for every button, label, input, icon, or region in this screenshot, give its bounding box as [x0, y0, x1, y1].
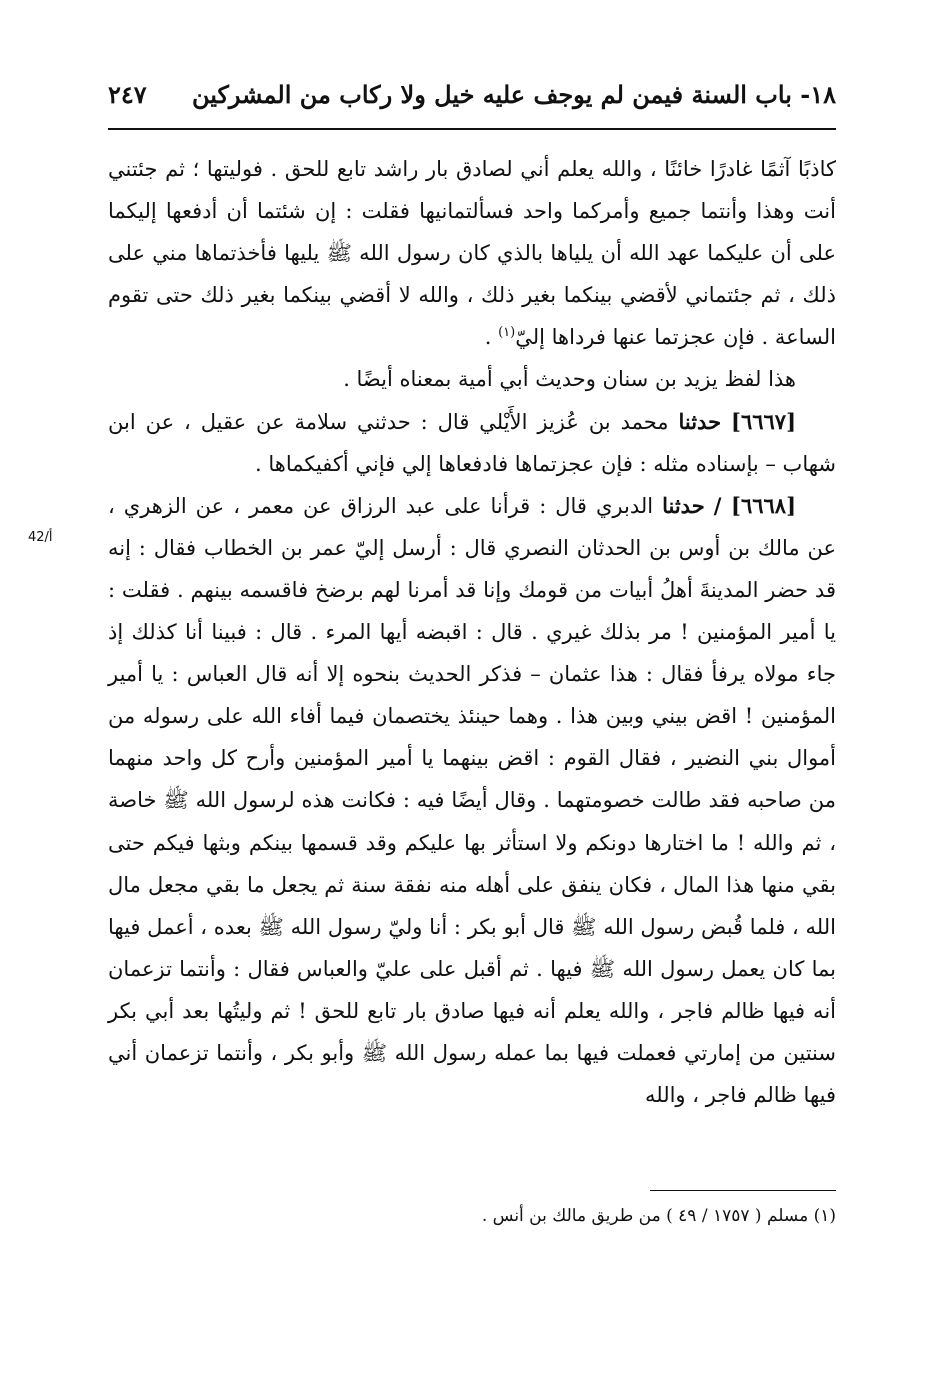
haddathana-keyword: حدثنا — [662, 492, 705, 518]
hadith-number: [٦٦٦٧] — [731, 408, 796, 434]
running-header — [108, 78, 836, 120]
main-text — [108, 148, 836, 1116]
chapter-title: ١٨- باب السنة فيمن لم يوجف عليه خيل ولا ركاب من المشركين — [191, 80, 836, 109]
paragraph-1-text: كاذبًا آثمًا غادرًا خائنًا ، والله يعلم أني لصادق بار راشد تابع للحق . فوليتها ؛ ثم جئتني أنت وهذا وأنتما جميع وأمركما واحد فسألتمانيها فقلت : إن شئتما أن أدفعها إليكما على أن عليكما عهد الله أن يلياها بالذي كان رسول الله ﷺ يليها فأخذتماها مني على ذلك ، ثم جئتماني لأقضي بينكما بغير ذلك ، والله لا أقضي بينكما بغير ذلك حتى تقوم الساعة . فإن عجزتما عنها فرداها إليّ — [108, 157, 836, 350]
footnote-1: (١) مسلم ( ١٧٥٧ / ٤٩ ) من طريق مالك بن أنس . — [481, 1206, 836, 1226]
hadith-text: الدبري قال : قرأنا على عبد الرزاق عن معمر ، عن الزهري ، عن مالك بن أوس بن الحدثان النصري قال : أرسل إليّ عمر بن الخطاب فقال : إنه قد حضر المدينةَ أهلُ أبيات من قومك وإنا قد أمرنا لهم برضخ فاقسمه بينهم . فقلت : يا أمير المؤمنين ! مر بذلك غيري . قال : اقبضه أيها المرء . قال : فبينا أنا كذلك إذ جاء مولاه يرفأ فقال : هذا عثمان – فذكر الحديث بنحوه إلا أنه قال العباس : يا أمير المؤمنين ! اقض بيني وبين هذا . وهما حينئذ يختصمان فيما أفاء الله على رسوله من أموال بني النضير ، فقال القوم : اقض بينهما يا أمير المؤمنين وأرح كل واحد منهما من صاحبه فقد طالت خصومتهما . وقال أيضًا فيه : فكانت هذه لرسول الله ﷺ خاصة ، ثم والله ! ما اختارها دونكم ولا استأثر بها عليكم وقد قسمها بينكم وبثها فيكم حتى بقي منها هذا المال ، فكان ينفق على أهله منه نفقة سنة ثم يجعل ما بقي مجعل مال الله ، فلما قُبض رسول الله ﷺ قال أبو بكر : أنا وليّ رسول الله ﷺ بعده ، أعمل فيها بما كان يعمل رسول الله ﷺ فيها . ثم أقبل على عليّ والعباس فقال : وأنتما تزعمان أنه فيها ظالم فاجر ، والله يعلم أنه فيها صادق بار تابع للحق ! ثم وليتُها بعد أبي بكر سنتين من إمارتي فعملت فيها بما عمله رسول الله ﷺ وأبو بكر ، وأنتما تزعمان أني فيها ظالم فاجر ، والله — [108, 493, 836, 1108]
header-divider — [108, 128, 836, 130]
footnote-marker-1: (١) — [498, 325, 516, 341]
hadith-6667 — [108, 401, 836, 485]
page-number: ٢٤٧ — [108, 80, 147, 109]
hadith-text: محمد بن عُزيز الأَيْلي قال : حدثني سلامة عن عقيل ، عن ابن شهاب – بإسناده مثله : فإن عجزتماها فادفعاها إلي فإني أكفيكماها . — [108, 409, 836, 476]
paragraph-1 — [108, 148, 836, 358]
manuscript-folio-marker: 42/أ — [28, 530, 53, 545]
paragraph-2: هذا لفظ يزيد بن سنان وحديث أبي أمية بمعناه أيضًا . — [343, 367, 796, 392]
footnote-divider — [650, 1190, 836, 1191]
paragraph-1-end: . — [484, 325, 499, 350]
hadith-number: [٦٦٦٨] / — [713, 492, 796, 518]
haddathana-keyword: حدثنا — [678, 408, 722, 434]
hadith-6668 — [108, 485, 836, 1116]
